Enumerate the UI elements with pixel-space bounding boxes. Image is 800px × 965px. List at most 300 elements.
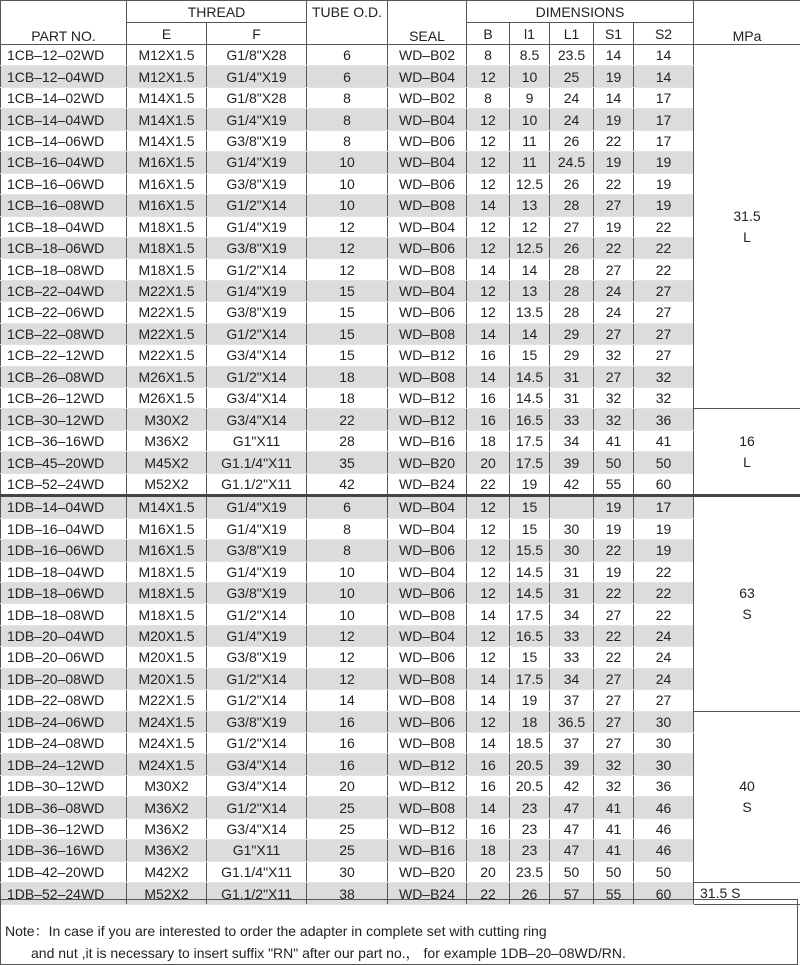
cell-dim-s2: 22 (634, 561, 694, 582)
cell-part-no: 1CB–26–08WD (1, 366, 127, 387)
cell-dim-s2: 17 (634, 130, 694, 151)
cell-thread-e: M22X1.5 (127, 302, 207, 323)
cell-dim-l1-upper: 24 (550, 109, 594, 130)
table-row (1, 388, 800, 409)
cell-dim-s1: 32 (594, 775, 634, 796)
cell-dim-l1-upper: 47 (550, 818, 594, 839)
cell-dim-b: 16 (467, 388, 510, 409)
cell-dim-l1-lower: 14 (510, 323, 550, 344)
cell-thread-f: G1/4"X19 (207, 66, 307, 87)
cell-dim-l1-upper: 31 (550, 366, 594, 387)
cell-dim-l1-lower: 15 (510, 647, 550, 668)
cell-part-no: 1CB–22–12WD (1, 345, 127, 366)
cell-thread-e: M24X1.5 (127, 711, 207, 732)
cell-seal: WD–B08 (388, 259, 467, 280)
table-row (1, 561, 800, 582)
cell-dim-l1-upper: 37 (550, 733, 594, 754)
cell-dim-b: 14 (467, 690, 510, 711)
cell-dim-b: 12 (467, 711, 510, 732)
cell-part-no: 1CB–14–06WD (1, 130, 127, 151)
cell-dim-s1: 24 (594, 280, 634, 301)
header-thread-f: F (207, 23, 307, 45)
cell-seal: WD–B08 (388, 366, 467, 387)
cell-thread-e: M18X1.5 (127, 604, 207, 625)
cell-thread-e: M20X1.5 (127, 668, 207, 689)
pressure-rating (694, 409, 800, 496)
header-mpa: MPa (694, 1, 800, 45)
cell-dim-s1: 27 (594, 323, 634, 344)
cell-dim-s2: 30 (634, 754, 694, 775)
cell-dim-b: 12 (467, 130, 510, 151)
cell-seal: WD–B04 (388, 280, 467, 301)
cell-tube-od: 8 (307, 518, 388, 539)
cell-dim-b: 12 (467, 582, 510, 603)
cell-dim-b: 12 (467, 625, 510, 646)
header-dim-s1: S1 (594, 23, 634, 45)
cell-thread-e: M20X1.5 (127, 647, 207, 668)
cell-thread-e: M18X1.5 (127, 582, 207, 603)
cell-thread-f: G3/8"X19 (207, 237, 307, 258)
cell-dim-l1-lower: 14 (510, 259, 550, 280)
cell-thread-e: M22X1.5 (127, 280, 207, 301)
cell-dim-l1-upper: 36.5 (550, 711, 594, 732)
table-row (1, 797, 800, 818)
table-row (1, 840, 800, 861)
pressure-rating-line: 40 (739, 777, 755, 794)
cell-dim-s2: 24 (634, 647, 694, 668)
cell-thread-f: G1/2"X14 (207, 604, 307, 625)
cell-dim-s2: 22 (634, 237, 694, 258)
cell-dim-b: 20 (467, 861, 510, 882)
cell-thread-f: G1/4"X19 (207, 625, 307, 646)
cell-part-no: 1CB–12–02WD (1, 45, 127, 66)
cell-tube-od: 10 (307, 195, 388, 216)
cell-dim-l1-upper: 25 (550, 66, 594, 87)
cell-thread-f: G1/8"X28 (207, 87, 307, 108)
cell-dim-l1-upper: 31 (550, 388, 594, 409)
cell-dim-b: 18 (467, 430, 510, 451)
table-row (1, 775, 800, 796)
cell-tube-od: 15 (307, 345, 388, 366)
cell-dim-l1-upper: 31 (550, 561, 594, 582)
cell-dim-l1-lower: 14.5 (510, 582, 550, 603)
cell-dim-l1-upper: 27 (550, 216, 594, 237)
cell-dim-b: 12 (467, 109, 510, 130)
cell-dim-s2: 50 (634, 452, 694, 473)
cell-seal: WD–B06 (388, 173, 467, 194)
cell-thread-e: M16X1.5 (127, 173, 207, 194)
cell-tube-od: 22 (307, 409, 388, 430)
cell-dim-l1-upper: 42 (550, 473, 594, 495)
cell-part-no: 1DB–24–12WD (1, 754, 127, 775)
cell-dim-s1: 32 (594, 754, 634, 775)
cell-seal: WD–B08 (388, 604, 467, 625)
cell-tube-od: 15 (307, 323, 388, 344)
cell-dim-b: 14 (467, 195, 510, 216)
cell-dim-l1-upper: 24.5 (550, 152, 594, 173)
cell-dim-b: 22 (467, 473, 510, 495)
cell-seal: WD–B06 (388, 582, 467, 603)
cell-dim-b: 14 (467, 604, 510, 625)
table-row (1, 237, 800, 258)
cell-dim-s2: 41 (634, 430, 694, 451)
cell-dim-l1-upper: 28 (550, 195, 594, 216)
cell-dim-l1-lower: 10 (510, 109, 550, 130)
cell-part-no: 1CB–16–04WD (1, 152, 127, 173)
cell-dim-l1-upper: 29 (550, 345, 594, 366)
cell-thread-f: G3/8"X19 (207, 302, 307, 323)
cell-dim-b: 16 (467, 345, 510, 366)
cell-dim-l1-lower: 12.5 (510, 173, 550, 194)
cell-seal: WD–B04 (388, 625, 467, 646)
cell-dim-s2: 27 (634, 280, 694, 301)
cell-dim-l1-upper: 26 (550, 173, 594, 194)
cell-seal: WD–B04 (388, 518, 467, 539)
cell-dim-l1-upper: 34 (550, 430, 594, 451)
cell-dim-s2: 30 (634, 733, 694, 754)
cell-dim-b: 12 (467, 216, 510, 237)
cell-dim-s2: 27 (634, 345, 694, 366)
cell-dim-s1: 19 (594, 561, 634, 582)
cell-thread-f: G1.1/4"X11 (207, 861, 307, 882)
cell-thread-e: M26X1.5 (127, 366, 207, 387)
cell-thread-e: M24X1.5 (127, 754, 207, 775)
cell-thread-f: G3/8"X19 (207, 582, 307, 603)
cell-dim-l1-lower: 9 (510, 87, 550, 108)
cell-thread-e: M52X2 (127, 883, 207, 905)
table-row (1, 647, 800, 668)
cell-dim-l1-lower: 15 (510, 496, 550, 518)
table-row (1, 711, 800, 732)
cell-dim-s2: 22 (634, 604, 694, 625)
cell-dim-b: 14 (467, 797, 510, 818)
cell-dim-l1-upper: 28 (550, 280, 594, 301)
cell-thread-f: G1/2"X14 (207, 195, 307, 216)
cell-thread-e: M20X1.5 (127, 625, 207, 646)
cell-dim-b: 8 (467, 45, 510, 66)
cell-dim-s1: 41 (594, 840, 634, 861)
cell-part-no: 1CB–14–04WD (1, 109, 127, 130)
cell-thread-e: M18X1.5 (127, 561, 207, 582)
cell-dim-l1-lower: 20.5 (510, 775, 550, 796)
cell-dim-b: 14 (467, 733, 510, 754)
cell-dim-s2: 19 (634, 540, 694, 561)
cell-dim-s1: 27 (594, 690, 634, 711)
cell-thread-e: M16X1.5 (127, 518, 207, 539)
cell-thread-f: G3/4"X14 (207, 409, 307, 430)
cell-dim-s1: 27 (594, 366, 634, 387)
cell-seal: WD–B04 (388, 561, 467, 582)
cell-dim-s2: 17 (634, 87, 694, 108)
cell-dim-b: 14 (467, 259, 510, 280)
cell-dim-l1-lower: 13 (510, 280, 550, 301)
pressure-rating (694, 496, 800, 711)
cell-dim-l1-lower: 17.5 (510, 452, 550, 473)
cell-seal: WD–B06 (388, 540, 467, 561)
table-row (1, 195, 800, 216)
cell-dim-l1-lower: 17.5 (510, 430, 550, 451)
cell-dim-s2: 17 (634, 109, 694, 130)
cell-thread-e: M16X1.5 (127, 152, 207, 173)
cell-part-no: 1DB–16–06WD (1, 540, 127, 561)
cell-thread-e: M12X1.5 (127, 45, 207, 66)
cell-dim-b: 12 (467, 173, 510, 194)
cell-thread-e: M30X2 (127, 409, 207, 430)
cell-thread-f: G1/2"X14 (207, 797, 307, 818)
cell-dim-l1-lower: 13 (510, 195, 550, 216)
table-row (1, 130, 800, 151)
cell-tube-od: 12 (307, 625, 388, 646)
cell-dim-s2: 14 (634, 66, 694, 87)
cell-tube-od: 8 (307, 540, 388, 561)
cell-dim-l1-upper: 34 (550, 668, 594, 689)
cell-thread-e: M18X1.5 (127, 216, 207, 237)
cell-seal: WD–B12 (388, 818, 467, 839)
cell-tube-od: 8 (307, 87, 388, 108)
cell-dim-s1: 22 (594, 540, 634, 561)
cell-dim-l1-upper: 42 (550, 775, 594, 796)
table-row (1, 690, 800, 711)
cell-seal: WD–B12 (388, 388, 467, 409)
table-row (1, 323, 800, 344)
cell-thread-e: M36X2 (127, 430, 207, 451)
table-row (1, 540, 800, 561)
cell-tube-od: 25 (307, 797, 388, 818)
cell-dim-b: 12 (467, 647, 510, 668)
cell-seal: WD–B12 (388, 754, 467, 775)
cell-thread-e: M22X1.5 (127, 323, 207, 344)
cell-dim-s2: 27 (634, 690, 694, 711)
table-row (1, 604, 800, 625)
cell-thread-f: G1/4"X19 (207, 109, 307, 130)
cell-dim-s1: 19 (594, 109, 634, 130)
cell-dim-s1: 41 (594, 818, 634, 839)
cell-part-no: 1CB–22–08WD (1, 323, 127, 344)
cell-tube-od: 18 (307, 388, 388, 409)
cell-dim-l1-lower: 15.5 (510, 540, 550, 561)
cell-seal: WD–B06 (388, 237, 467, 258)
cell-dim-s2: 19 (634, 173, 694, 194)
cell-dim-l1-lower: 19 (510, 690, 550, 711)
cell-part-no: 1CB–16–08WD (1, 195, 127, 216)
cell-dim-s1: 22 (594, 647, 634, 668)
cell-dim-s2: 60 (634, 883, 694, 905)
cell-tube-od: 10 (307, 152, 388, 173)
pressure-rating-line: L (743, 228, 751, 245)
cell-dim-l1-lower: 17.5 (510, 604, 550, 625)
cell-tube-od: 6 (307, 66, 388, 87)
cell-thread-f: G3/8"X19 (207, 540, 307, 561)
cell-part-no: 1DB–20–06WD (1, 647, 127, 668)
cell-dim-s2: 24 (634, 668, 694, 689)
header-tube-od: TUBE O.D. (307, 1, 388, 45)
cell-thread-e: M26X1.5 (127, 388, 207, 409)
cell-dim-s1: 55 (594, 883, 634, 905)
cell-seal: WD–B12 (388, 409, 467, 430)
cell-dim-b: 16 (467, 754, 510, 775)
cell-thread-f: G1/4"X19 (207, 152, 307, 173)
cell-seal: WD–B04 (388, 496, 467, 518)
cell-dim-s2: 36 (634, 775, 694, 796)
cell-dim-l1-upper: 28 (550, 302, 594, 323)
cell-part-no: 1DB–36–16WD (1, 840, 127, 861)
cell-tube-od: 15 (307, 280, 388, 301)
cell-part-no: 1DB–16–04WD (1, 518, 127, 539)
cell-part-no: 1CB–45–20WD (1, 452, 127, 473)
cell-seal: WD–B08 (388, 668, 467, 689)
table-row (1, 109, 800, 130)
cell-tube-od: 30 (307, 861, 388, 882)
table-row (1, 430, 800, 451)
table-row (1, 409, 800, 430)
cell-tube-od: 18 (307, 366, 388, 387)
cell-part-no: 1CB–52–24WD (1, 473, 127, 495)
cell-part-no: 1DB–20–04WD (1, 625, 127, 646)
cell-dim-s2: 50 (634, 861, 694, 882)
cell-thread-f: G1/2"X14 (207, 690, 307, 711)
cell-dim-s1: 27 (594, 733, 634, 754)
cell-thread-e: M12X1.5 (127, 66, 207, 87)
cell-dim-s1: 27 (594, 259, 634, 280)
cell-part-no: 1DB–24–06WD (1, 711, 127, 732)
cell-part-no: 1DB–20–08WD (1, 668, 127, 689)
cell-thread-f: G3/4"X14 (207, 388, 307, 409)
cell-dim-s1: 50 (594, 861, 634, 882)
cell-part-no: 1DB–36–08WD (1, 797, 127, 818)
cell-part-no: 1CB–36–16WD (1, 430, 127, 451)
cell-dim-s1: 19 (594, 518, 634, 539)
cell-seal: WD–B02 (388, 87, 467, 108)
cell-thread-f: G1/2"X14 (207, 366, 307, 387)
cell-tube-od: 12 (307, 259, 388, 280)
cell-dim-s2: 36 (634, 409, 694, 430)
cell-seal: WD–B04 (388, 152, 467, 173)
cell-part-no: 1DB–42–20WD (1, 861, 127, 882)
cell-tube-od: 12 (307, 216, 388, 237)
pressure-rating-line: 31.5 S (700, 885, 741, 902)
cell-tube-od: 35 (307, 452, 388, 473)
cell-dim-l1-upper: 33 (550, 409, 594, 430)
table-row (1, 452, 800, 473)
cell-dim-s1: 22 (594, 173, 634, 194)
cell-dim-l1-upper: 26 (550, 130, 594, 151)
cell-tube-od: 12 (307, 647, 388, 668)
cell-dim-l1-lower: 20.5 (510, 754, 550, 775)
table-row (1, 366, 800, 387)
cell-dim-s1: 27 (594, 711, 634, 732)
cell-dim-s2: 46 (634, 818, 694, 839)
cell-dim-b: 12 (467, 237, 510, 258)
cell-thread-f: G1/2"X14 (207, 259, 307, 280)
cell-dim-l1-upper: 28 (550, 259, 594, 280)
cell-seal: WD–B06 (388, 647, 467, 668)
cell-thread-e: M14X1.5 (127, 130, 207, 151)
header-dim-l1-upper: L1 (550, 23, 594, 45)
header-dimensions: DIMENSIONS (467, 1, 694, 23)
cell-thread-e: M18X1.5 (127, 237, 207, 258)
cell-thread-f: G3/4"X14 (207, 775, 307, 796)
cell-dim-l1-lower: 18.5 (510, 733, 550, 754)
cell-part-no: 1CB–18–06WD (1, 237, 127, 258)
cell-dim-l1-lower: 17.5 (510, 668, 550, 689)
cell-part-no: 1CB–18–08WD (1, 259, 127, 280)
cell-thread-e: M45X2 (127, 452, 207, 473)
cell-dim-l1-lower: 10 (510, 66, 550, 87)
cell-thread-e: M22X1.5 (127, 690, 207, 711)
cell-dim-b: 12 (467, 496, 510, 518)
table-row (1, 302, 800, 323)
cell-thread-f: G3/8"X19 (207, 173, 307, 194)
table-row (1, 668, 800, 689)
cell-dim-b: 16 (467, 818, 510, 839)
cell-dim-s2: 19 (634, 195, 694, 216)
cell-dim-s1: 14 (594, 45, 634, 66)
cell-seal: WD–B04 (388, 109, 467, 130)
cell-dim-l1-lower: 26 (510, 883, 550, 905)
cell-dim-l1-lower: 23 (510, 840, 550, 861)
cell-dim-l1-lower: 14.5 (510, 366, 550, 387)
cell-dim-l1-upper: 26 (550, 237, 594, 258)
cell-tube-od: 10 (307, 582, 388, 603)
cell-tube-od: 10 (307, 561, 388, 582)
cell-seal: WD–B02 (388, 45, 467, 66)
cell-dim-b: 12 (467, 152, 510, 173)
cell-dim-s2: 27 (634, 302, 694, 323)
cell-seal: WD–B16 (388, 840, 467, 861)
cell-thread-e: M36X2 (127, 818, 207, 839)
cell-dim-l1-upper: 30 (550, 518, 594, 539)
cell-part-no: 1CB–22–06WD (1, 302, 127, 323)
cell-thread-f: G3/4"X14 (207, 345, 307, 366)
cell-dim-b: 18 (467, 840, 510, 861)
cell-part-no: 1CB–30–12WD (1, 409, 127, 430)
cell-thread-e: M16X1.5 (127, 195, 207, 216)
cell-dim-l1-upper: 29 (550, 323, 594, 344)
cell-part-no: 1DB–52–24WD (1, 883, 127, 905)
cell-dim-s1: 22 (594, 625, 634, 646)
cell-part-no: 1CB–12–04WD (1, 66, 127, 87)
cell-dim-l1-lower: 23 (510, 797, 550, 818)
cell-seal: WD–B20 (388, 452, 467, 473)
table-row (1, 473, 800, 495)
cell-part-no: 1CB–18–04WD (1, 216, 127, 237)
cell-thread-f: G1"X11 (207, 430, 307, 451)
cell-dim-b: 14 (467, 366, 510, 387)
cell-tube-od: 16 (307, 711, 388, 732)
cell-thread-e: M14X1.5 (127, 109, 207, 130)
table-row (1, 280, 800, 301)
cell-dim-s2: 46 (634, 840, 694, 861)
cell-thread-f: G1/4"X19 (207, 216, 307, 237)
cell-thread-e: M14X1.5 (127, 87, 207, 108)
cell-thread-e: M14X1.5 (127, 496, 207, 518)
table-row (1, 259, 800, 280)
cell-dim-l1-lower: 12 (510, 216, 550, 237)
cell-tube-od: 12 (307, 237, 388, 258)
cell-tube-od: 15 (307, 302, 388, 323)
cell-dim-s1: 32 (594, 345, 634, 366)
cell-dim-l1-upper: 37 (550, 690, 594, 711)
cell-dim-s1: 32 (594, 388, 634, 409)
cell-dim-b: 16 (467, 409, 510, 430)
cell-dim-s2: 14 (634, 45, 694, 66)
table-row (1, 733, 800, 754)
cell-dim-l1-lower: 19 (510, 473, 550, 495)
cell-part-no: 1DB–36–12WD (1, 818, 127, 839)
cell-dim-b: 12 (467, 540, 510, 561)
cell-dim-s2: 22 (634, 582, 694, 603)
cell-dim-s2: 17 (634, 496, 694, 518)
